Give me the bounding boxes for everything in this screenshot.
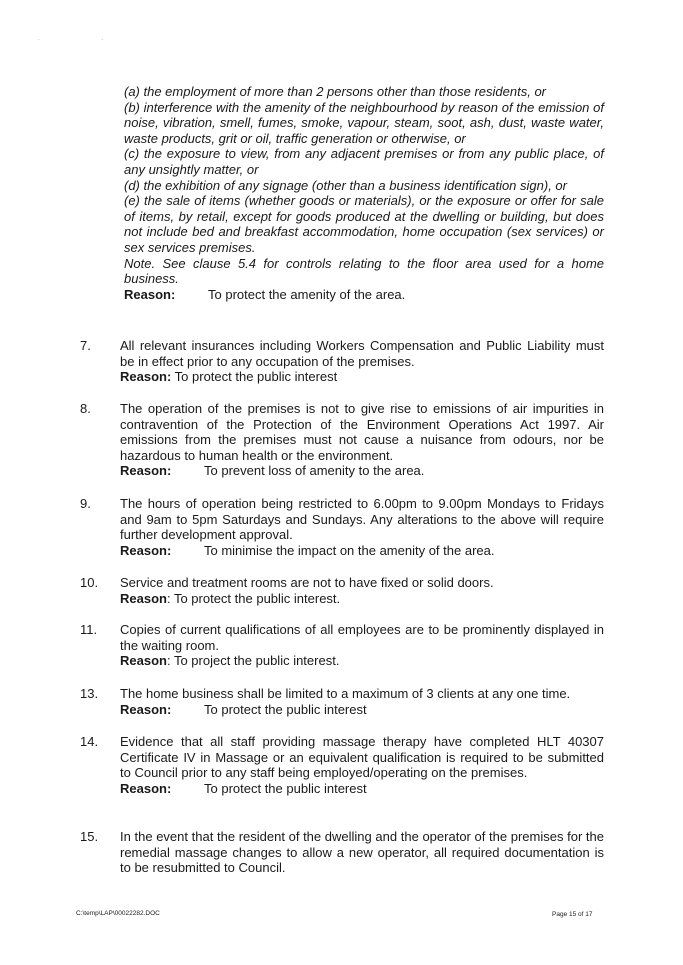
clause-c: (c) the exposure to view, from any adjacent premises or from any public place, of any unsightly matter, or: [124, 146, 604, 177]
reason-text: : To protect the public interest.: [166, 590, 341, 606]
reason-label: Reason:: [124, 286, 176, 302]
condition-reason: [120, 463, 604, 479]
reason-text: To prevent loss of amenity to the area.: [204, 463, 425, 479]
condition-text: Evidence that all staff providing massage therapy have completed HLT 40307 Certificate IV in Massage or an equivalent qualification is required to be submitted to Council prior to any staff being employed/operating on the premises.: [120, 734, 604, 781]
condition-item-13: [80, 686, 604, 717]
reason-label: Reason:: [120, 463, 172, 479]
reason-text: To protect the public interest: [204, 701, 367, 717]
clause-a: (a) the employment of more than 2 persons other than those residents, or: [124, 84, 547, 99]
reason-label: Reason:: [120, 542, 172, 558]
reason-label: Reason:: [120, 701, 172, 717]
footer-file-path: C:\temp\LAP\00022282.DOC: [76, 910, 160, 917]
reason-text: To protect the public interest: [204, 780, 367, 796]
reason-text: To protect the amenity of the area.: [208, 286, 406, 302]
condition-text: In the event that the resident of the dwelling and the operator of the premises for the remedial massage changes to allow a new operator, all required documentation is to be resubmitted to Council.: [120, 829, 604, 876]
clause-note: Note. See clause 5.4 for controls relating to the floor area used for a home business.: [124, 255, 604, 287]
condition-item-14: [80, 734, 604, 796]
reason-label: Reason: [120, 653, 167, 669]
condition-text: All relevant insurances including Workers Compensation and Public Liability must be in effect prior to any occupation of the premises.: [120, 338, 604, 369]
reason-label: Reason: [120, 590, 167, 606]
condition-number: 8.: [80, 401, 91, 416]
condition-item-10: [80, 575, 604, 606]
reason-text: : To project the public interest.: [166, 653, 340, 669]
condition-number: 15.: [80, 829, 99, 844]
condition-text: The hours of operation being restricted to 6.00pm to 9.00pm Mondays to Fridays and 9am to 5pm Saturdays and Sundays. Any alterations to the above will require further development approval.: [120, 496, 604, 543]
footer-page-number: Page 15 of 17: [552, 911, 593, 918]
condition-number: 13.: [80, 686, 99, 701]
condition-reason: [120, 543, 604, 559]
condition-text: The home business shall be limited to a maximum of 3 clients at any one time.: [120, 686, 571, 701]
condition-text: Copies of current qualifications of all employees are to be prominently displayed in the waiting room.: [120, 622, 604, 653]
condition-item-7: [80, 338, 604, 385]
reason-label: Reason:: [120, 780, 172, 796]
condition-reason: [120, 653, 604, 669]
home-business-definition: [124, 84, 604, 302]
condition-item-9: [80, 496, 604, 558]
condition-number: 9.: [80, 496, 91, 511]
reason-text: To minimise the impact on the amenity of the area.: [204, 542, 495, 558]
condition-item-15: [80, 829, 604, 876]
reason-label: Reason:: [120, 369, 172, 385]
condition-number: 14.: [80, 734, 99, 749]
condition-number: 10.: [80, 575, 99, 590]
reason-text: To protect the public interest: [171, 369, 338, 385]
condition-text: The operation of the premises is not to give rise to emissions of air impurities in contravention of the Protection of the Environment Operations Act 1997. Air emissions from the premises must not cause a nuisance from odours, nor be hazardous to human health or the environment.: [120, 401, 604, 463]
intro-reason: [124, 287, 604, 303]
condition-reason: [120, 369, 604, 385]
clause-b: (b) interference with the amenity of the neighbourhood by reason of the emission of noise, vibration, smell, fumes, smoke, vapour, steam, soot, ash, dust, waste water, waste products, grit or oil, traffic generation or otherwise, or: [124, 99, 604, 146]
clause-e: (e) the sale of items (whether goods or materials), or the exposure or offer for sale of items, by retail, except for goods produced at the dwelling or building, but does not include bed and breakfast accommodation, home occupation (sex services) or sex services premises.: [124, 193, 604, 255]
corner-mark: . .: [38, 36, 134, 42]
condition-item-11: [80, 622, 604, 669]
condition-reason: [120, 781, 604, 797]
condition-reason: [120, 591, 604, 607]
condition-number: 11.: [80, 622, 98, 637]
condition-number: 7.: [80, 338, 91, 353]
clause-d: (d) the exhibition of any signage (other than a business identification sign), or: [124, 177, 567, 193]
condition-reason: [120, 702, 604, 718]
condition-text: Service and treatment rooms are not to have fixed or solid doors.: [120, 575, 494, 590]
condition-item-8: [80, 401, 604, 479]
